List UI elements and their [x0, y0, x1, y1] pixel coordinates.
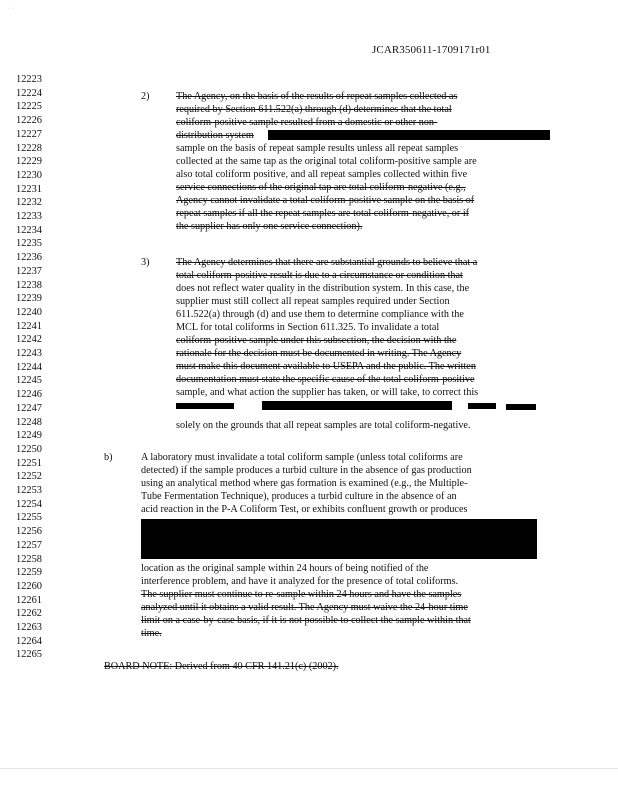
- line-number: 12252: [16, 471, 42, 483]
- line-number: 12260: [16, 580, 42, 592]
- line-number: 12263: [16, 622, 42, 633]
- item-3-line: The Agency determines that there are substantial grounds to believe that a: [176, 257, 478, 268]
- line-number: 12239: [16, 293, 42, 305]
- line-number: 12241: [16, 320, 42, 332]
- line-number: 12258: [16, 553, 42, 565]
- item-b-line: A laboratory must invalidate a total coliform sample (unless total coliforms are: [141, 452, 463, 463]
- line-number: 12245: [16, 375, 42, 387]
- document-id-header: JCAR350611-1709171r01: [372, 44, 491, 56]
- line-number: 12244: [16, 361, 42, 373]
- line-number: 12225: [16, 101, 42, 113]
- line-number: 12249: [16, 430, 42, 442]
- item-2-line: service connections of the original tap are total coliform-negative (e.g.,: [176, 182, 466, 193]
- line-number: 12226: [16, 115, 42, 127]
- line-number: 12234: [16, 224, 42, 236]
- line-number: 12257: [16, 539, 42, 551]
- line-number: 12232: [16, 197, 42, 209]
- item-2-line: coliform-positive sample resulted from a domestic or other non-: [176, 117, 438, 128]
- item-2-line: distribution system: [176, 130, 254, 141]
- line-number: 12238: [16, 279, 42, 291]
- line-number: 12227: [16, 128, 42, 140]
- line-number: 12237: [16, 265, 42, 277]
- line-number: 12230: [16, 169, 42, 181]
- item-2-line: collected at the same tap as the original total coliform-positive sample are: [176, 156, 477, 167]
- item-b-line: time.: [141, 628, 162, 639]
- item-2-line: required by Section 611.522(a) through (d) determines that the total: [176, 104, 452, 115]
- line-number: 12254: [16, 498, 42, 510]
- item-2-label: 2): [141, 91, 150, 102]
- redaction-bar: [506, 404, 536, 410]
- redaction-bar: [176, 403, 234, 409]
- item-b-line: detected) if the sample produces a turbid culture in the absence of gas production: [141, 465, 472, 476]
- item-3-label: 3): [141, 257, 150, 268]
- line-number: 12228: [16, 142, 42, 154]
- item-b-line: using an analytical method where gas formation is examined (e.g., the Multiple-: [141, 478, 468, 489]
- item-3-line: supplier must still collect all repeat samples required under Section: [176, 296, 450, 307]
- line-number: 12223: [16, 74, 42, 85]
- item-b-line: limit on a case-by-case basis, if it is not possible to collect the sample within that: [141, 615, 471, 626]
- item-b-line: location as the original sample within 24 hours of being notified of the: [141, 563, 429, 574]
- item-3-line: sample, and what action the supplier has taken, or will take, to correct this: [176, 387, 479, 398]
- item-b-line: acid reaction in the P-A Coliform Test, or exhibits confluent growth or produces: [141, 504, 468, 515]
- line-number: 12265: [16, 649, 42, 661]
- line-number: 12229: [16, 156, 42, 168]
- item-2-line: sample on the basis of repeat sample results unless all repeat samples: [176, 143, 459, 154]
- item-2-line: the supplier has only one service connection).: [176, 221, 363, 232]
- line-number: 12261: [16, 594, 42, 606]
- line-number: 12262: [16, 608, 42, 620]
- line-number: 12236: [16, 252, 42, 264]
- line-number: 12259: [16, 567, 42, 579]
- item-2-line: The Agency, on the basis of the results of repeat samples collected as: [176, 91, 458, 102]
- line-number: 12233: [16, 211, 42, 222]
- line-number: 12235: [16, 238, 42, 250]
- redaction-bar: [268, 130, 550, 140]
- line-number: 12246: [16, 389, 42, 401]
- board-note: BOARD NOTE: Derived from 40 CFR 141.21(c) (2002).: [104, 661, 339, 672]
- item-2-line: Agency cannot invalidate a total coliform-positive sample on the basis of: [176, 195, 475, 206]
- item-3-line: coliform-positive sample under this subsection, the decision with the: [176, 335, 457, 346]
- item-b-line: interference problem, and have it analyzed for the presence of total coliforms.: [141, 576, 459, 587]
- item-b-label: b): [104, 452, 113, 463]
- line-number: 12240: [16, 306, 42, 318]
- line-number: 12247: [16, 402, 42, 414]
- item-3-line: MCL for total coliforms in Section 611.325. To invalidate a total: [176, 322, 440, 333]
- item-3-line: does not reflect water quality in the distribution system. In this case, the: [176, 283, 470, 294]
- item-3-line: solely on the grounds that all repeat samples are total coliform-negative.: [176, 420, 471, 431]
- redaction-block: [141, 519, 537, 559]
- line-number: 12256: [16, 526, 42, 538]
- item-2-line: also total coliform positive, and all repeat samples collected within five: [176, 169, 468, 180]
- item-b-line: The supplier must continue to re-sample within 24 hours and have the samples: [141, 589, 462, 600]
- item-3-line: 611.522(a) through (d) and use them to determine compliance with the: [176, 309, 464, 320]
- redaction-bar: [262, 401, 452, 410]
- item-3-line: documentation must state the specific cause of the total coliform-positive: [176, 374, 475, 385]
- line-number: 12251: [16, 457, 42, 469]
- line-number: 12242: [16, 334, 42, 346]
- scan-mark: · ·: [8, 6, 14, 12]
- item-2-line: repeat samples if all the repeat samples are total coliform-negative, or if: [176, 208, 470, 219]
- item-b-line: Tube Fermentation Technique), produces a turbid culture in the absence of an: [141, 491, 457, 502]
- line-number: 12255: [16, 512, 42, 524]
- redaction-bar: [468, 403, 496, 409]
- line-number: 12224: [16, 87, 42, 99]
- line-number: 12243: [16, 348, 42, 359]
- item-b-line: analyzed until it obtains a valid result. The Agency must waive the 24-hour time: [141, 602, 468, 613]
- line-number: 12253: [16, 485, 42, 496]
- item-3-line: must make this document available to USEPA and the public. The written: [176, 361, 476, 372]
- line-number: 12250: [16, 443, 42, 455]
- page-bottom-edge: [0, 768, 618, 769]
- line-number: 12231: [16, 183, 42, 195]
- item-3-line: total coliform-positive result is due to a circumstance or condition that: [176, 270, 463, 281]
- line-number: 12264: [16, 635, 42, 647]
- item-3-line: rationale for the decision must be documented in writing. The Agency: [176, 348, 462, 359]
- line-number: 12248: [16, 416, 42, 428]
